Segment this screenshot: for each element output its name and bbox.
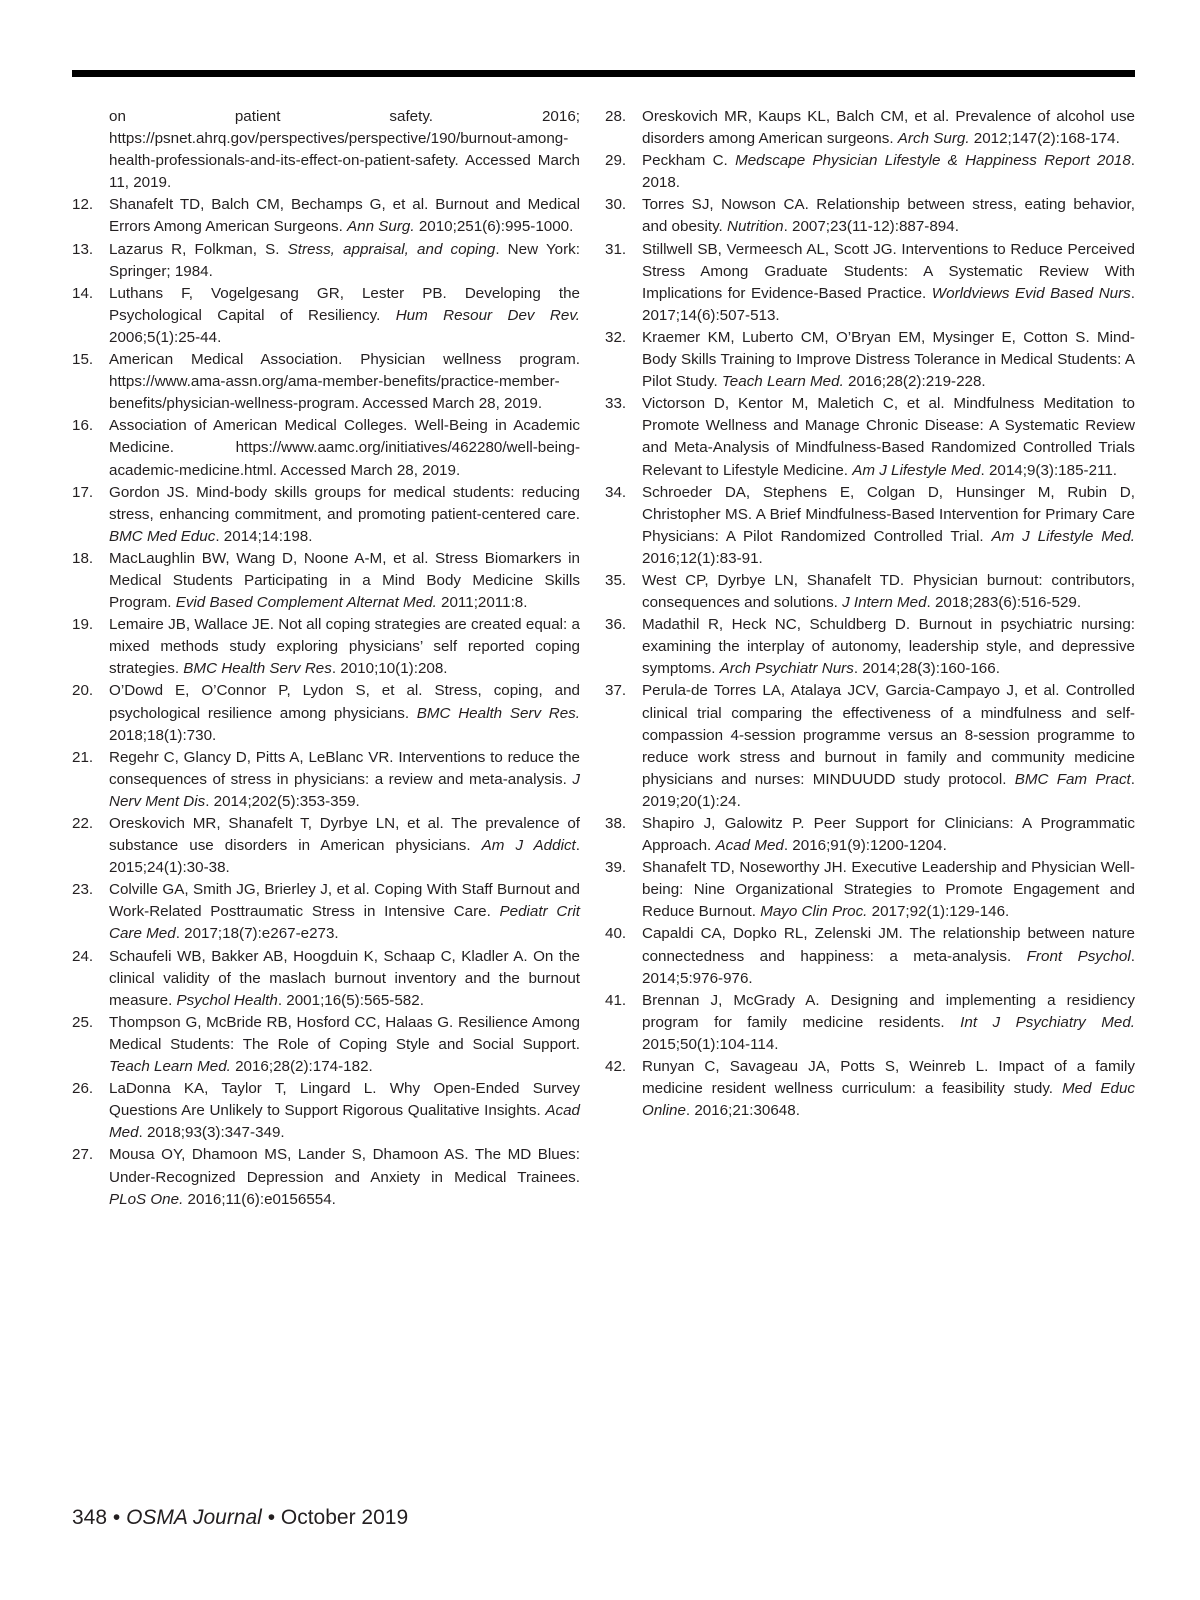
reference-text: Stillwell SB, Vermeesch AL, Scott JG. Interventions to Reduce Perceived Stress Among Graduate Students: A Systematic Review With Implications for Evidence-Based Practice.	[642, 240, 1135, 302]
reference-text: Colville GA, Smith JG, Brierley J, et al. Coping With Staff Burnout and Work-Related Posttraumatic Stress in Intensive Care.	[109, 881, 580, 921]
reference-text: Schaufeli WB, Bakker AB, Hoogduin K, Schaap C, Kladler A. On the clinical validity of the maslach burnout inventory and the burnout measure.	[109, 947, 580, 1009]
reference-citation: . 2014;5:976-976.	[642, 947, 1135, 987]
reference-entry	[72, 548, 580, 614]
reference-entry	[72, 194, 580, 238]
reference-number: 33.	[605, 395, 627, 413]
reference-number: 39.	[605, 859, 627, 877]
reference-entry	[72, 1012, 580, 1078]
reference-citation: . 2017;14(6):507-513.	[642, 284, 1135, 324]
reference-citation: . 2007;23(11-12):887-894.	[783, 218, 959, 236]
reference-text: Shanafelt TD, Noseworthy JH. Executive Leadership and Physician Well-being: Nine Organizational Strategies to Promote Engagement and Reduce Burnout.	[642, 859, 1135, 921]
reference-number: 17.	[72, 483, 94, 501]
reference-source: Arch Psychiatr Nurs	[719, 660, 854, 678]
reference-source: J Nerv Ment Dis	[109, 770, 580, 810]
reference-citation: 2015;50(1):104-114.	[642, 1035, 779, 1053]
reference-source: BMC Fam Pract	[1014, 770, 1131, 788]
reference-number: 16.	[72, 417, 94, 435]
reference-number: 42.	[605, 1058, 627, 1076]
reference-number: 29.	[605, 152, 627, 170]
reference-entry	[72, 1078, 580, 1144]
reference-source: Mayo Clin Proc.	[760, 903, 868, 921]
reference-text: Gordon JS. Mind-body skills groups for medical students: reducing stress, enhancing commitment, and promoting patient-centered care.	[109, 483, 580, 523]
reference-source: BMC Health Serv Res.	[416, 704, 580, 722]
reference-entry	[605, 482, 1135, 570]
reference-source: Med Educ Online	[642, 1080, 1135, 1120]
reference-text: Runyan C, Savageau JA, Potts S, Weinreb L. Impact of a family medicine resident wellness curriculum: a feasibility study.	[642, 1058, 1135, 1098]
reference-text: Lemaire JB, Wallace JE. Not all coping strategies are created equal: a mixed methods study exploring physicians’ self reported coping strategies.	[109, 616, 580, 678]
reference-entry	[72, 482, 580, 548]
left-column	[72, 106, 580, 1211]
reference-source: Stress, appraisal, and coping	[287, 240, 496, 258]
reference-source: Am J Addict	[481, 837, 576, 855]
issue-date: October 2019	[280, 1506, 409, 1529]
reference-text: Brennan J, McGrady A. Designing and implementing a residiency program for family medicine residents.	[642, 991, 1135, 1031]
reference-number: 31.	[605, 240, 627, 258]
footer-separator: •	[261, 1506, 281, 1529]
reference-text: LaDonna KA, Taylor T, Lingard L. Why Open-Ended Survey Questions Are Unlikely to Support Rigorous Qualitative Insights.	[109, 1080, 580, 1120]
reference-text: Mousa OY, Dhamoon MS, Lander S, Dhamoon AS. The MD Blues: Under-Recognized Depression and Anxiety in Medical Trainees.	[109, 1146, 580, 1186]
reference-source: Ann Surg.	[347, 218, 415, 236]
reference-number: 26.	[72, 1080, 94, 1098]
reference-number: 21.	[72, 748, 94, 766]
reference-citation: . 2018;283(6):516-529.	[926, 594, 1082, 612]
reference-source: Am J Lifestyle Med	[852, 461, 981, 479]
reference-number: 12.	[72, 196, 94, 214]
reference-number: 32.	[605, 328, 627, 346]
reference-number: 18.	[72, 549, 94, 567]
reference-citation: . 2010;10(1):208.	[331, 660, 448, 678]
reference-entry	[72, 680, 580, 746]
reference-source: Evid Based Complement Alternat Med.	[175, 594, 437, 612]
reference-number: 25.	[72, 1013, 94, 1031]
reference-citation: . 2019;20(1):24.	[642, 770, 1135, 810]
reference-text: Shanafelt TD, Balch CM, Bechamps G, et al. Burnout and Medical Errors Among American Surgeons.	[109, 196, 580, 236]
reference-citation: 2011;2011:8.	[436, 594, 528, 612]
reference-entry	[72, 879, 580, 945]
reference-entry	[72, 415, 580, 481]
reference-number: 15.	[72, 351, 94, 369]
reference-source: Am J Lifestyle Med.	[991, 527, 1135, 545]
reference-entry	[72, 614, 580, 680]
reference-entry	[72, 349, 580, 415]
page-footer	[72, 1505, 408, 1531]
reference-text: Madathil R, Heck NC, Schuldberg D. Burnout in psychiatric nursing: examining the interplay of autonomy, leadership style, and depressive symptoms.	[642, 616, 1135, 678]
reference-number: 28.	[605, 108, 627, 125]
reference-citation: . 2017;18(7):e267-e273.	[175, 925, 339, 943]
reference-entry	[72, 747, 580, 813]
reference-source: Int J Psychiatry Med.	[960, 1013, 1135, 1031]
reference-entry	[605, 990, 1135, 1056]
reference-entry	[605, 393, 1135, 481]
reference-entry	[605, 150, 1135, 194]
reference-citation: 2016;28(2):219-228.	[843, 373, 986, 391]
reference-entry	[605, 327, 1135, 393]
reference-source: J Intern Med	[842, 594, 927, 612]
reference-source: BMC Med Educ	[109, 527, 216, 545]
reference-entry	[605, 813, 1135, 857]
reference-text: Thompson G, McBride RB, Hosford CC, Halaas G. Resilience Among Medical Students: The Role of Coping Style and Social Support.	[109, 1013, 580, 1053]
page-number: 348	[72, 1506, 108, 1529]
reference-number: 13.	[72, 240, 94, 258]
reference-entry	[605, 614, 1135, 680]
reference-citation: 2018;18(1):730.	[109, 726, 217, 744]
left-reference-list	[72, 194, 580, 1210]
reference-source: Teach Learn Med.	[721, 373, 844, 391]
reference-number: 24.	[72, 947, 94, 965]
reference-entry	[605, 1056, 1135, 1122]
reference-text: Shapiro J, Galowitz P. Peer Support for Clinicians: A Programmatic Approach.	[642, 815, 1135, 855]
reference-entry	[605, 106, 1135, 150]
reference-text: Schroeder DA, Stephens E, Colgan D, Hunsinger M, Rubin D, Christopher MS. A Brief Mindfulness-Based Intervention for Primary Care Physicians: A Pilot Randomized Controlled Trial.	[642, 483, 1135, 545]
reference-entry	[72, 239, 580, 283]
reference-citation: . 2018.	[642, 152, 1136, 192]
reference-text: Peckham C.	[642, 152, 736, 170]
reference-source: Arch Surg.	[897, 130, 970, 148]
reference-entry	[72, 813, 580, 879]
reference-number: 23.	[72, 881, 94, 899]
reference-entry	[605, 680, 1135, 813]
reference-entry	[605, 923, 1135, 989]
reference-source: Pediatr Crit Care Med	[109, 903, 580, 943]
reference-number: 27.	[72, 1146, 94, 1164]
reference-number: 20.	[72, 682, 94, 700]
reference-citation: . 2014;14:198.	[215, 527, 313, 545]
reference-text: Perula-de Torres LA, Atalaya JCV, Garcia-Campayo J, et al. Controlled clinical trial comparing the effectiveness of a mindfulness and self-compassion 4-session programme versus an 8-session programme to reduce work stress and burnout in family and community medicine physicians and nurses: MINDUUDD study protocol.	[642, 682, 1135, 788]
reference-text: O’Dowd E, O’Connor P, Lydon S, et al. Stress, coping, and psychological resilience among physicians.	[109, 682, 580, 722]
reference-citation: . 2014;202(5):353-359.	[205, 792, 360, 810]
reference-entry	[605, 194, 1135, 238]
journal-name: OSMA Journal	[126, 1506, 262, 1529]
reference-text: Victorson D, Kentor M, Maletich C, et al. Mindfulness Meditation to Promote Wellness and Manage Chronic Disease: A Systematic Review and Meta-Analysis of Mindfulness-Based Randomized Controlled Trials Relevant to Lifestyle Medicine.	[642, 395, 1135, 479]
reference-citation: 2006;5(1):25-44.	[109, 328, 222, 346]
reference-text: Association of American Medical Colleges. Well-Being in Academic Medicine. https://www.aamc.org/initiatives/462280/well-being-academic-medicine.html. Accessed March 28, 2019.	[109, 417, 580, 479]
reference-citation: . 2015;24(1):30-38.	[109, 837, 580, 877]
reference-number: 30.	[605, 196, 627, 214]
reference-text: Luthans F, Vogelgesang GR, Lester PB. Developing the Psychological Capital of Resiliency.	[109, 284, 580, 324]
reference-text: MacLaughlin BW, Wang D, Noone A-M, et al. Stress Biomarkers in Medical Students Participating in a Mind Body Medicine Skills Program.	[109, 549, 580, 612]
reference-number: 22.	[72, 815, 94, 832]
reference-citation: . 2016;21:30648.	[685, 1102, 800, 1120]
right-column	[605, 106, 1135, 1122]
reference-number: 34.	[605, 483, 627, 501]
reference-text: Oreskovich MR, Shanafelt T, Dyrbye LN, et al. The prevalence of substance use disorders in American physicians.	[109, 815, 580, 855]
reference-citation: . 2014;28(3):160-166.	[853, 660, 1000, 678]
reference-citation: 2012;147(2):168-174.	[969, 130, 1120, 148]
reference-entry	[605, 570, 1135, 614]
reference-number: 35.	[605, 571, 627, 589]
reference-entry	[605, 857, 1135, 923]
reference-source: Medscape Physician Lifestyle & Happiness Report 2018	[735, 152, 1131, 170]
reference-citation: 2016;11(6):e0156554.	[183, 1190, 336, 1208]
reference-entry	[72, 283, 580, 349]
reference-text: Oreskovich MR, Kaups KL, Balch CM, et al. Prevalence of alcohol use disorders among American surgeons.	[642, 108, 1135, 148]
reference-text: American Medical Association. Physician wellness program. https://www.ama-assn.org/ama-member-benefits/practice-member-benefits/physician-wellness-program. Accessed March 28, 2019.	[109, 351, 580, 413]
reference-citation: 2016;12(1):83-91.	[642, 549, 763, 567]
reference-source: Nutrition	[727, 218, 784, 236]
reference-source: Worldviews Evid Based Nurs	[931, 284, 1131, 302]
reference-number: 14.	[72, 284, 94, 302]
right-reference-list	[605, 106, 1135, 1122]
reference-citation: 2017;92(1):129-146.	[867, 903, 1010, 921]
reference-text: Regehr C, Glancy D, Pitts A, LeBlanc VR. Interventions to reduce the consequences of stress in physicians: a review and meta-analysis.	[109, 748, 580, 788]
reference-text: West CP, Dyrbye LN, Shanafelt TD. Physician burnout: contributors, consequences and solutions.	[642, 571, 1135, 612]
reference-number: 41.	[605, 991, 627, 1009]
reference-text: Lazarus R, Folkman, S.	[109, 240, 288, 258]
reference-number: 40.	[605, 925, 627, 943]
reference-number: 37.	[605, 682, 627, 700]
reference-source: Psychol Health	[176, 991, 278, 1009]
reference-citation: 2010;251(6):995-1000.	[414, 218, 574, 236]
reference-number: 19.	[72, 616, 94, 634]
footer-separator: •	[107, 1506, 127, 1529]
reference-citation: . 2001;16(5):565-582.	[277, 991, 424, 1009]
reference-citation: . 2016;91(9):1200-1204.	[783, 837, 947, 855]
reference-number: 36.	[605, 616, 627, 634]
reference-text: Torres SJ, Nowson CA. Relationship between stress, eating behavior, and obesity.	[642, 196, 1135, 236]
reference-citation: . New York: Springer; 1984.	[109, 240, 580, 280]
reference-citation: . 2018;93(3):347-349.	[138, 1124, 285, 1142]
reference-source: PLoS One.	[109, 1190, 184, 1208]
reference-text: Kraemer KM, Luberto CM, O’Bryan EM, Mysinger E, Cotton S. Mind-Body Skills Training to Improve Distress Tolerance in Medical Students: A Pilot Study.	[642, 328, 1135, 391]
reference-source: Acad Med	[715, 837, 784, 855]
reference-source: Front Psychol	[1026, 947, 1131, 965]
reference-number: 38.	[605, 815, 627, 832]
reference-source: BMC Health Serv Res	[183, 660, 332, 678]
reference-continued: on patient safety. 2016; https://psnet.ahrq.gov/perspectives/perspective/190/burnout-among-health-professionals-and-its-effect-on-patient-safety. Accessed March 11, 2019.	[109, 108, 580, 192]
reference-entry	[72, 946, 580, 1012]
reference-citation: . 2014;9(3):185-211.	[980, 461, 1118, 479]
reference-source: Hum Resour Dev Rev.	[395, 306, 581, 324]
reference-entry	[605, 239, 1135, 327]
reference-source: Acad Med	[109, 1102, 580, 1142]
reference-citation: 2016;28(2):174-182.	[230, 1058, 373, 1076]
reference-source: Teach Learn Med.	[109, 1058, 231, 1076]
reference-entry	[72, 1144, 580, 1210]
top-rule	[72, 70, 1135, 77]
reference-text: Capaldi CA, Dopko RL, Zelenski JM. The relationship between nature connectedness and happiness: a meta-analysis.	[642, 925, 1135, 965]
